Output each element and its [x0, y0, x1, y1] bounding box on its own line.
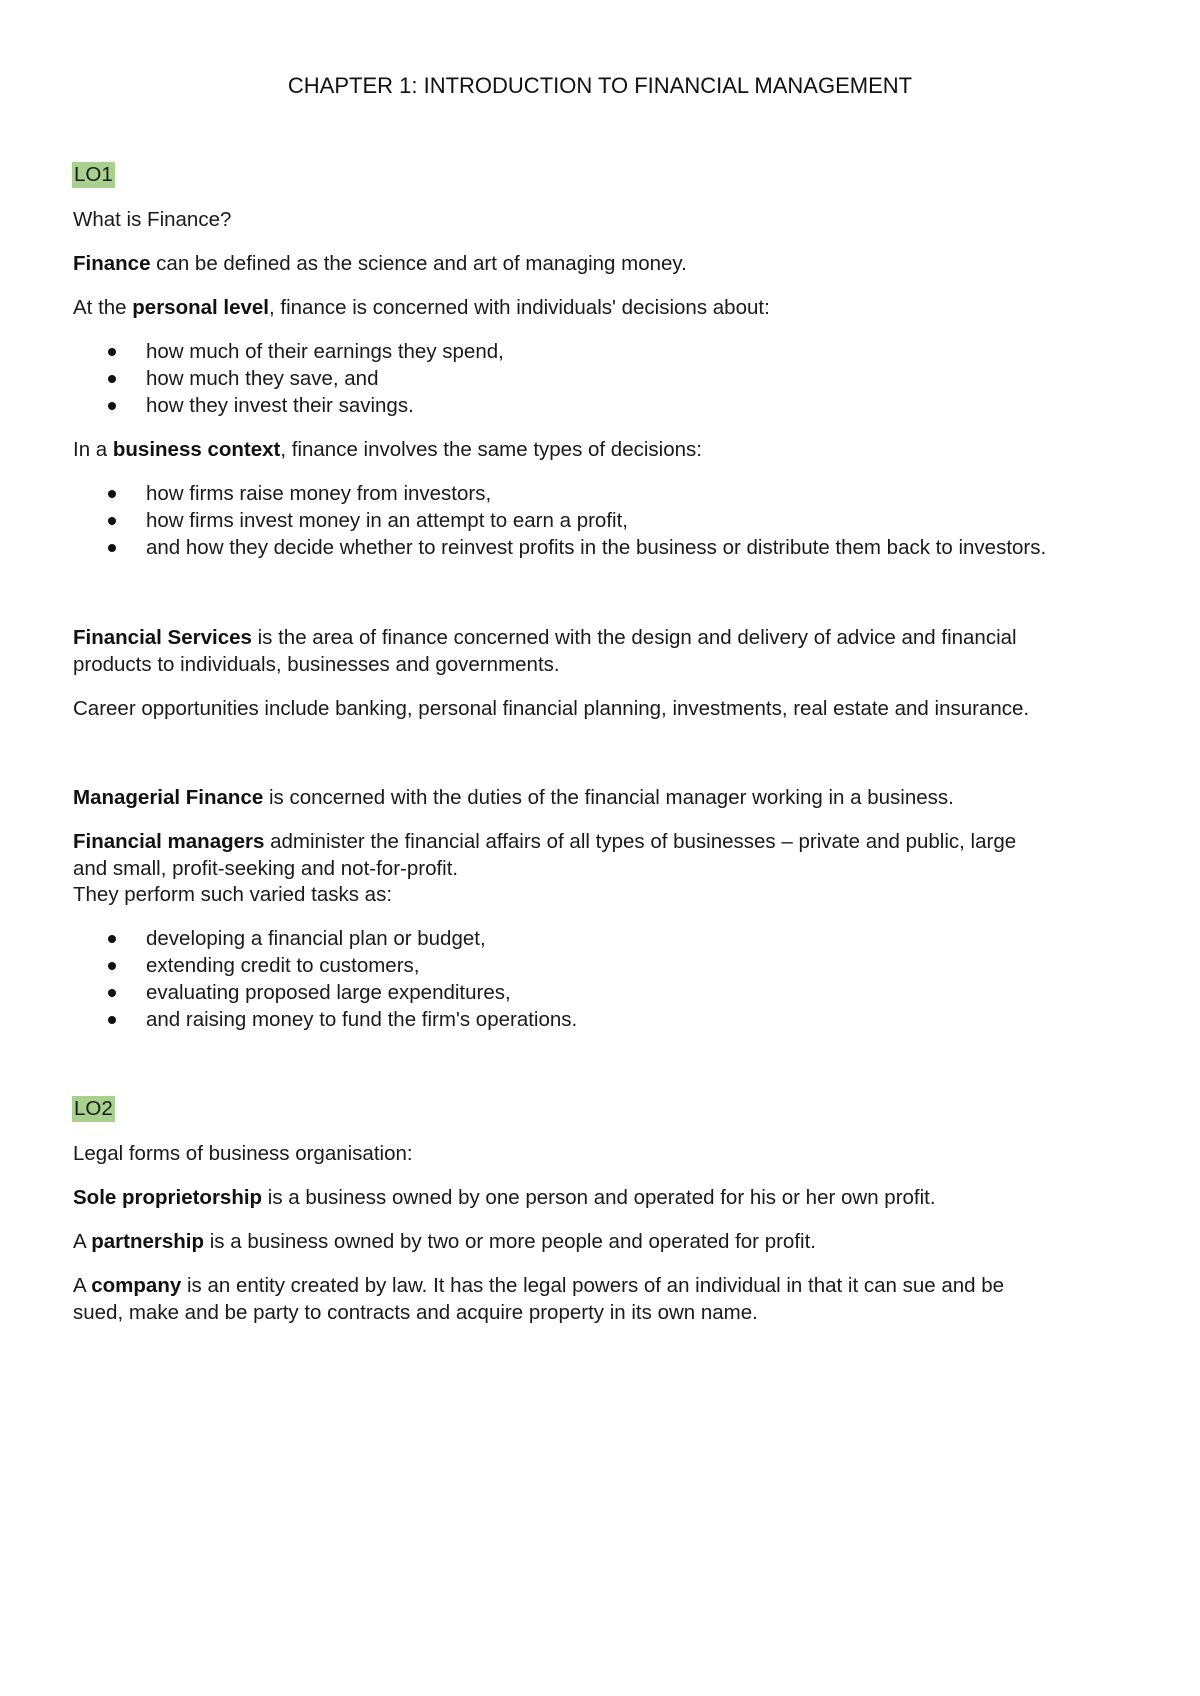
term-financial-services: Financial Services: [73, 626, 252, 649]
manager-task: developing a financial plan or budget,: [146, 927, 486, 950]
bullet-icon: [108, 962, 116, 970]
financial-services-definition: Financial Services is the area of finance concerned with the design and delivery of advice and financial: [73, 626, 1017, 649]
financial-managers-definition: Financial managers administer the financial affairs of all types of businesses – private and public, large: [73, 830, 1017, 853]
legal-forms-intro: Legal forms of business organisation:: [73, 1142, 413, 1165]
manager-task: and raising money to fund the firm's operations.: [146, 1008, 578, 1031]
term-finance: Finance: [73, 252, 151, 275]
term-managerial-finance: Managerial Finance: [73, 786, 264, 809]
term-financial-managers: Financial managers: [73, 830, 265, 853]
bullet-icon: [108, 544, 116, 552]
career-opportunities: Career opportunities include banking, personal financial planning, investments, real estate and insurance.: [73, 697, 1030, 720]
term-company: company: [91, 1274, 182, 1297]
term-business-context: business context: [112, 438, 281, 461]
personal-item: how much they save, and: [146, 367, 379, 390]
bullet-icon: [108, 375, 116, 383]
sole-proprietorship-definition: Sole proprietorship is a business owned by one person and operated for his or her own profit.: [73, 1186, 936, 1209]
company-definition: A company is an entity created by law. It has the legal powers of an individual in that it can sue and be: [73, 1274, 1005, 1297]
lo1-tag: LO1: [74, 163, 113, 186]
managerial-finance-definition: Managerial Finance is concerned with the duties of the financial manager working in a business.: [73, 786, 954, 809]
bullet-icon: [108, 402, 116, 410]
term-sole-proprietorship: Sole proprietorship: [73, 1186, 263, 1209]
bullet-icon: [108, 935, 116, 943]
business-item: how firms invest money in an attempt to earn a profit,: [146, 509, 628, 532]
bullet-icon: [108, 517, 116, 525]
personal-item: how they invest their savings.: [146, 394, 414, 417]
personal-level-intro: At the personal level, finance is concerned with individuals' decisions about:: [73, 296, 770, 319]
page-title: CHAPTER 1: INTRODUCTION TO FINANCIAL MANAGEMENT: [287, 73, 913, 98]
lo2-tag: LO2: [74, 1097, 113, 1120]
finance-question: What is Finance?: [73, 208, 232, 231]
business-item: how firms raise money from investors,: [146, 482, 492, 505]
financial-managers-definition-cont: and small, profit-seeking and not-for-profit.: [73, 857, 459, 880]
business-item: and how they decide whether to reinvest profits in the business or distribute them back to investors.: [146, 536, 1047, 559]
manager-task: evaluating proposed large expenditures,: [146, 981, 511, 1004]
bullet-icon: [108, 348, 116, 356]
tasks-intro: They perform such varied tasks as:: [73, 883, 393, 906]
term-partnership: partnership: [91, 1230, 205, 1253]
company-definition-cont: sued, make and be party to contracts and acquire property in its own name.: [73, 1301, 758, 1324]
term-personal-level: personal level: [132, 296, 269, 319]
finance-definition: Finance can be defined as the science and art of managing money.: [73, 252, 687, 275]
personal-item: how much of their earnings they spend,: [146, 340, 504, 363]
business-context-intro: In a business context, finance involves the same types of decisions:: [73, 438, 702, 461]
bullet-icon: [108, 1016, 116, 1024]
manager-task: extending credit to customers,: [146, 954, 420, 977]
bullet-icon: [108, 989, 116, 997]
partnership-definition: A partnership is a business owned by two or more people and operated for profit.: [73, 1230, 816, 1253]
financial-services-definition-cont: products to individuals, businesses and governments.: [73, 653, 560, 676]
bullet-icon: [108, 490, 116, 498]
